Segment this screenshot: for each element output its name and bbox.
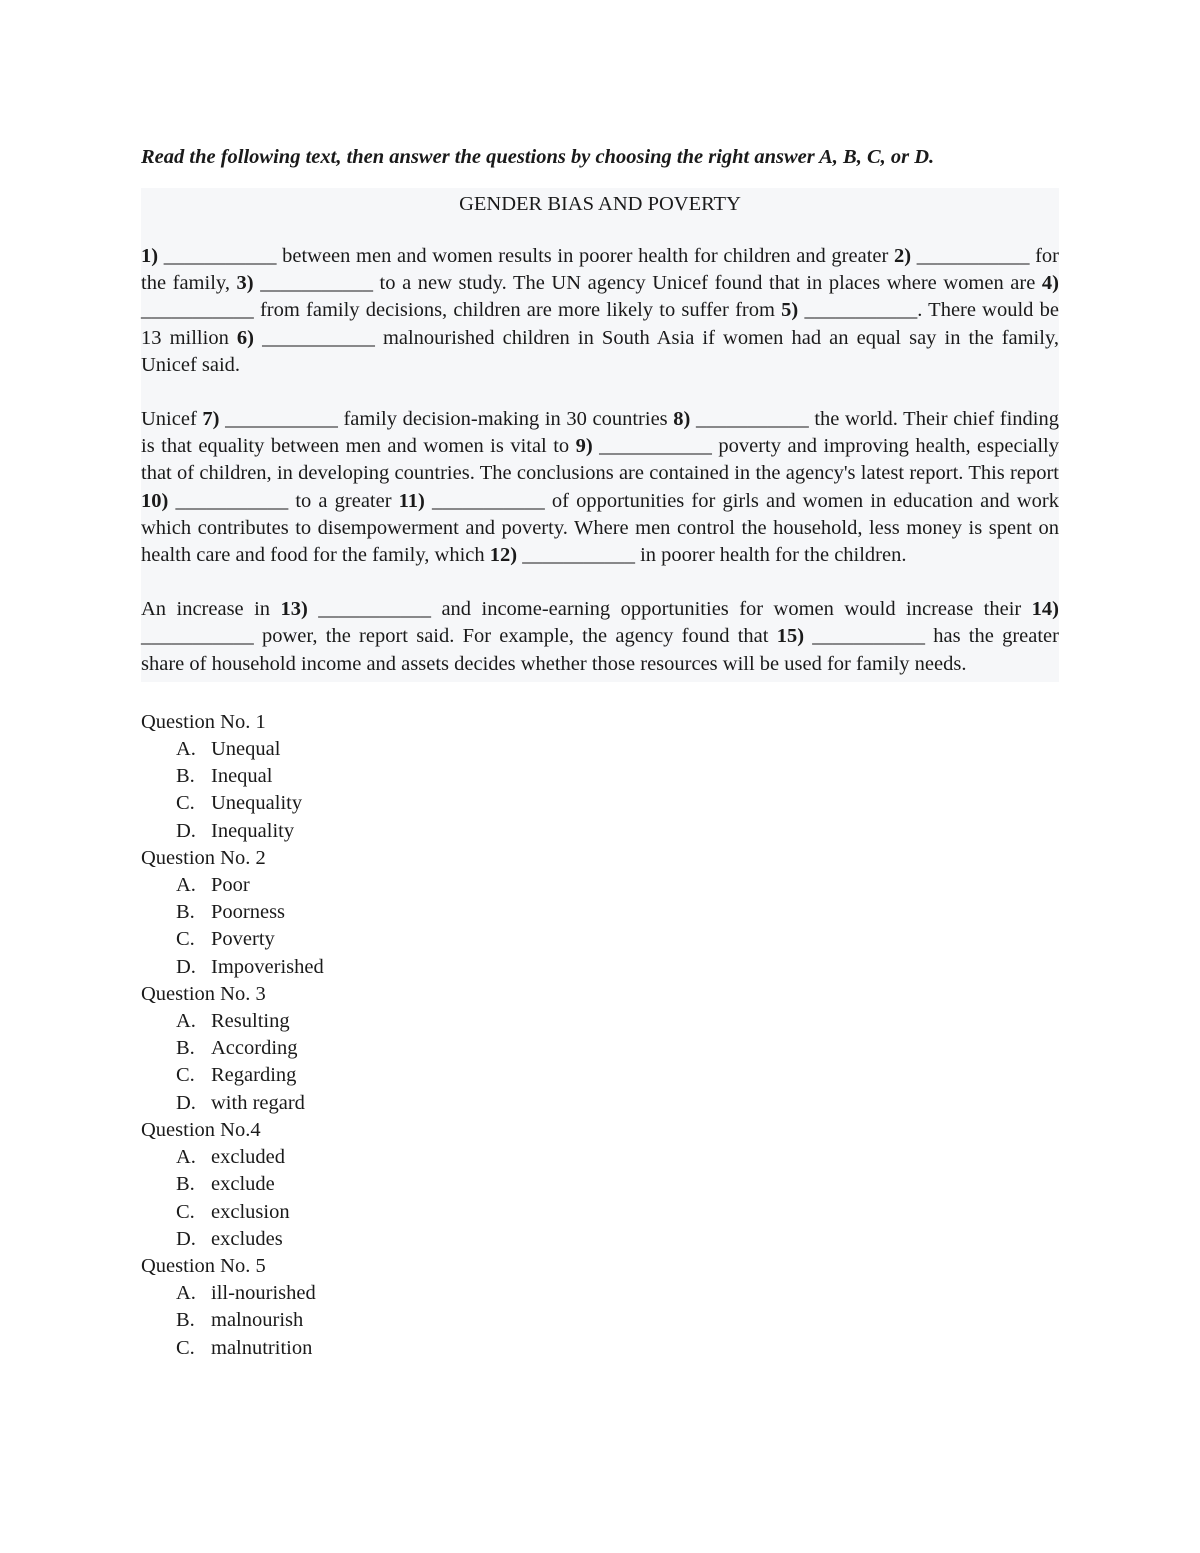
- blank-number: 7): [202, 408, 220, 431]
- option-text: Poorness: [211, 901, 286, 924]
- option-text: Resulting: [211, 1010, 290, 1033]
- option-letter: A.: [176, 1146, 196, 1169]
- instruction-text: Read the following text, then answer the questions by choosing the right answer A, B, C, or D.: [141, 146, 935, 168]
- blank-number: 11): [398, 489, 425, 512]
- blank-number: 14): [1031, 598, 1059, 621]
- passage-text: ___________ the world. Their chief finding is that equality between men and women is vital to: [141, 408, 1059, 458]
- passage-text: ___________ has the greater share of household income and assets decides whether those resources will be used for family needs.: [141, 625, 1059, 675]
- blank-number: 9): [575, 435, 593, 458]
- answer-option: [141, 1090, 1059, 1117]
- answer-option: [141, 736, 1059, 763]
- answer-option: [141, 1062, 1059, 1089]
- passage-text: ___________ poverty and improving health, especially that of children, in developing countries. The conclusions are contained in the agency's latest report. This report: [141, 435, 1060, 485]
- option-text: Regarding: [211, 1064, 297, 1087]
- option-letter: C.: [176, 1336, 195, 1359]
- option-text: exclude: [211, 1173, 275, 1196]
- question-list: [141, 709, 1059, 1362]
- passage-paragraph: [141, 243, 1059, 379]
- passage-box: [141, 188, 1059, 682]
- option-letter: A.: [176, 874, 196, 897]
- passage-body: [141, 243, 1059, 678]
- option-list: [141, 736, 1059, 845]
- option-text: excluded: [211, 1146, 285, 1169]
- option-letter: C.: [176, 792, 195, 815]
- option-letter: B.: [176, 901, 195, 924]
- answer-option: [141, 1307, 1059, 1334]
- question-block: [141, 845, 1059, 981]
- blank-number: 15): [776, 625, 805, 648]
- blank-number: 10): [141, 489, 169, 512]
- answer-option: [141, 1335, 1059, 1362]
- question-title: Question No. 2: [141, 846, 266, 869]
- answer-option: [141, 899, 1059, 926]
- blank-number: 8): [673, 408, 691, 431]
- answer-option: [141, 790, 1059, 817]
- passage-text: An increase in: [141, 598, 281, 621]
- option-text: Impoverished: [211, 955, 324, 978]
- passage-text: ___________ power, the report said. For example, the agency found that: [141, 625, 777, 648]
- option-text: excludes: [211, 1227, 283, 1250]
- option-letter: A.: [176, 738, 196, 761]
- option-letter: C.: [176, 928, 195, 951]
- option-letter: D.: [176, 955, 196, 978]
- option-letter: D.: [176, 1091, 196, 1114]
- passage-paragraph: [141, 406, 1059, 569]
- answer-option: [141, 926, 1059, 953]
- option-list: [141, 1280, 1059, 1362]
- option-letter: B.: [176, 1309, 195, 1332]
- question-title: Question No.4: [141, 1118, 261, 1141]
- option-text: exclusion: [211, 1200, 290, 1223]
- option-text: Poor: [211, 874, 250, 897]
- option-text: Inequal: [211, 765, 273, 788]
- answer-option: [141, 818, 1059, 845]
- question-block: [141, 709, 1059, 845]
- option-text: Unequality: [211, 792, 303, 815]
- question-title: Question No. 3: [141, 982, 266, 1005]
- question-block: [141, 1253, 1059, 1362]
- question-title: Question No. 1: [141, 710, 266, 733]
- passage-text: ___________ from family decisions, children are more likely to suffer from: [141, 299, 782, 322]
- blank-number: 13): [280, 598, 308, 621]
- answer-option: [141, 1035, 1059, 1062]
- answer-option: [141, 1144, 1059, 1171]
- option-list: [141, 1144, 1059, 1253]
- option-letter: C.: [176, 1064, 195, 1087]
- blank-number: 2): [893, 245, 912, 267]
- passage-title: GENDER BIAS AND POVERTY: [459, 193, 741, 215]
- question-title: Question No. 5: [141, 1254, 266, 1277]
- passage-text: ___________ of opportunities for girls and women in education and work which contributes to disempowerment and poverty. Where men control the household, less money is spent on health care and food for the family, which: [141, 489, 1059, 567]
- question-block: [141, 981, 1059, 1117]
- option-list: [141, 1008, 1059, 1117]
- option-text: malnourish: [211, 1309, 304, 1332]
- option-letter: B.: [176, 1173, 195, 1196]
- blank-number: 6): [236, 326, 254, 349]
- option-letter: D.: [176, 1227, 196, 1250]
- blank-number: 4): [1041, 272, 1059, 295]
- answer-option: [141, 1199, 1059, 1226]
- answer-option: [141, 763, 1059, 790]
- passage-paragraph: [141, 596, 1059, 678]
- option-letter: D.: [176, 819, 196, 842]
- passage-text: ___________ to a greater: [168, 489, 399, 512]
- option-letter: B.: [176, 765, 195, 788]
- passage-text: ___________ for the family,: [141, 245, 1059, 295]
- passage-text: ___________ between men and women results in poorer health for children and greater: [158, 245, 894, 267]
- option-text: Poverty: [211, 928, 275, 951]
- question-block: [141, 1117, 1059, 1253]
- document-page: [141, 140, 1059, 1362]
- blank-number: 3): [236, 272, 254, 295]
- passage-text: ___________ family decision-making in 30 countries: [219, 408, 674, 431]
- answer-option: [141, 1226, 1059, 1253]
- option-text: According: [211, 1037, 298, 1060]
- passage-text: ___________. There would be 13 million: [141, 299, 1060, 349]
- option-letter: B.: [176, 1037, 195, 1060]
- passage-text: ___________ to a new study. The UN agency Unicef found that in places where women are: [253, 272, 1042, 295]
- passage-text: ___________ in poorer health for the children.: [517, 544, 907, 567]
- passage-text: ___________ malnourished children in South Asia if women had an equal say in the family, Unicef said.: [141, 326, 1059, 376]
- answer-option: [141, 1280, 1059, 1307]
- blank-number: 1): [141, 245, 159, 267]
- blank-number: 12): [489, 544, 518, 567]
- option-letter: A.: [176, 1282, 196, 1305]
- blank-number: 5): [781, 299, 799, 322]
- option-list: [141, 872, 1059, 981]
- option-text: Inequality: [211, 819, 295, 842]
- answer-option: [141, 1008, 1059, 1035]
- answer-option: [141, 872, 1059, 899]
- passage-text: Unicef: [141, 408, 203, 431]
- option-text: malnutrition: [211, 1336, 313, 1359]
- option-letter: A.: [176, 1010, 196, 1033]
- option-text: with regard: [211, 1091, 305, 1114]
- option-text: Unequal: [211, 738, 281, 761]
- answer-option: [141, 1171, 1059, 1198]
- answer-option: [141, 954, 1059, 981]
- option-text: ill-nourished: [211, 1282, 316, 1305]
- option-letter: C.: [176, 1200, 195, 1223]
- passage-text: ___________ and income-earning opportunities for women would increase their: [307, 598, 1032, 621]
